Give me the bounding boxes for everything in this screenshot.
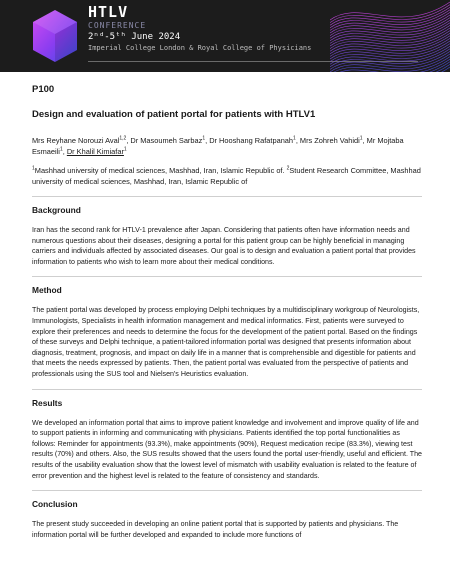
conference-label: CONFERENCE (88, 21, 147, 30)
author-name: Dr Khalil Kimiafar (66, 147, 124, 156)
section-text-results: We developed an information portal that aims to improve patient knowledge and involvement and improve quality of life and to support patients in informing and communicating with physicians. Patients identified the top portal functionalities as follows: Reminder for appointments (93.3%), make appointments (90%), Request medication recipe (83.3%), viewing test results (70%) and others. Also, the SUS results showed that the users found the portal user-friendly, useful and efficient. The results of the usability evaluation show that the lowest level of mismatch with usability evaluation is related to the feature of error prevention and the highest level is related to the feature of consistency and standards. (32, 418, 422, 480)
affiliations (32, 165, 422, 187)
section-heading-background: Background (32, 205, 81, 215)
author-name: Mrs Reyhane Norouzi Aval (32, 136, 120, 145)
author-affiliation-marker: 1,2 (119, 135, 127, 142)
section-divider (32, 276, 422, 277)
abstract-body (32, 84, 422, 549)
section-divider (32, 196, 422, 197)
section-divider (32, 389, 422, 390)
conference-banner (0, 0, 450, 72)
wave-line (330, 2, 450, 20)
author-separator: , (62, 147, 67, 156)
abstract-title: Design and evaluation of patient portal for patients with HTLV1 (32, 109, 316, 120)
conference-date: 2ⁿᵈ-5ᵗʰ June 2024 (88, 32, 181, 42)
author-affiliation-marker: 1 (202, 135, 206, 142)
decorative-wave-pattern (330, 0, 450, 72)
section-text-conclusion: The present study succeeded in developing an online patient portal that is supported by patients and physicians. The information portal will be further developed and expanded to include more functions of (32, 520, 399, 539)
conference-venue: Imperial College London & Royal College of Physicians (88, 44, 312, 52)
author-separator: , (205, 136, 210, 145)
wave-line (330, 57, 450, 72)
abstract-code: P100 (32, 84, 55, 95)
author-name: Mr Mojtaba Esmaeili (32, 136, 404, 156)
author-name: Mrs Zohreh Vahidi (299, 136, 360, 145)
author-list (32, 135, 422, 157)
section-text-background: Iran has the second rank for HTLV-1 prevalence after Japan. Considering that patients often have information needs and numerous questions about their diseases, designing a portal for this patient group can be highly beneficial in managing carriers and individuals affected by associated diseases. Our goal is to design and evaluation a patient portal that provides information to patients who wish to learn more about their medical conditions. (32, 226, 416, 266)
banner-text (88, 4, 311, 53)
affiliation-marker: 1 (32, 165, 35, 172)
author-affiliation-marker: 1 (293, 135, 296, 142)
section-divider (32, 490, 422, 491)
affiliation-text: Student Research Committee, Mashhad university of medical sciences, Mashhad, Iran, Islamic Republic of (32, 166, 421, 186)
author-affiliation-marker: 1 (123, 146, 127, 153)
section-heading-conclusion: Conclusion (32, 499, 78, 510)
author-separator: , (362, 136, 367, 145)
abstract-sections (32, 205, 422, 540)
author-name: Dr Masoumeh Sarbaz (130, 136, 203, 145)
affiliation-text: Mashhad university of medical sciences, Mashhad, Iran, Islamic Republic of. (34, 166, 287, 175)
brand-name: HTLV (88, 3, 129, 21)
author-affiliation-marker: 1 (59, 146, 63, 153)
section-heading-results: Results (32, 397, 63, 408)
section-heading-method: Method (32, 285, 62, 296)
affiliation-marker: 2 (286, 165, 290, 172)
author-name: Dr Hooshang Rafatpanah (209, 136, 294, 145)
conference-logo-icon (30, 8, 80, 64)
author-separator: , (295, 136, 300, 145)
wave-line (330, 5, 450, 23)
author-separator: , (126, 136, 131, 145)
section-text-method: The patient portal was developed by process employing Delphi techniques by a multidisciplinary workgroup of Neurologists, Immunologists, Specialists in health information management and medical informatics. First, patients were surveyed to explore their preferences and needs to determine the focus for the development of the patient portal. Based on the findings of these surveys and Delphi technique, a patient-tailored information portal was designed that presents information about diagnosis, treatment, prognosis, and impact on daily life in a manner that is comprehensible and digestible for patients and that meets the needs expressed by patients. Then, the patient portal was evaluated from the perspective of patients and professionals using the SUS tool and Nielsen's Heuristics evaluation. (32, 306, 420, 378)
author-affiliation-marker: 1 (359, 135, 363, 142)
